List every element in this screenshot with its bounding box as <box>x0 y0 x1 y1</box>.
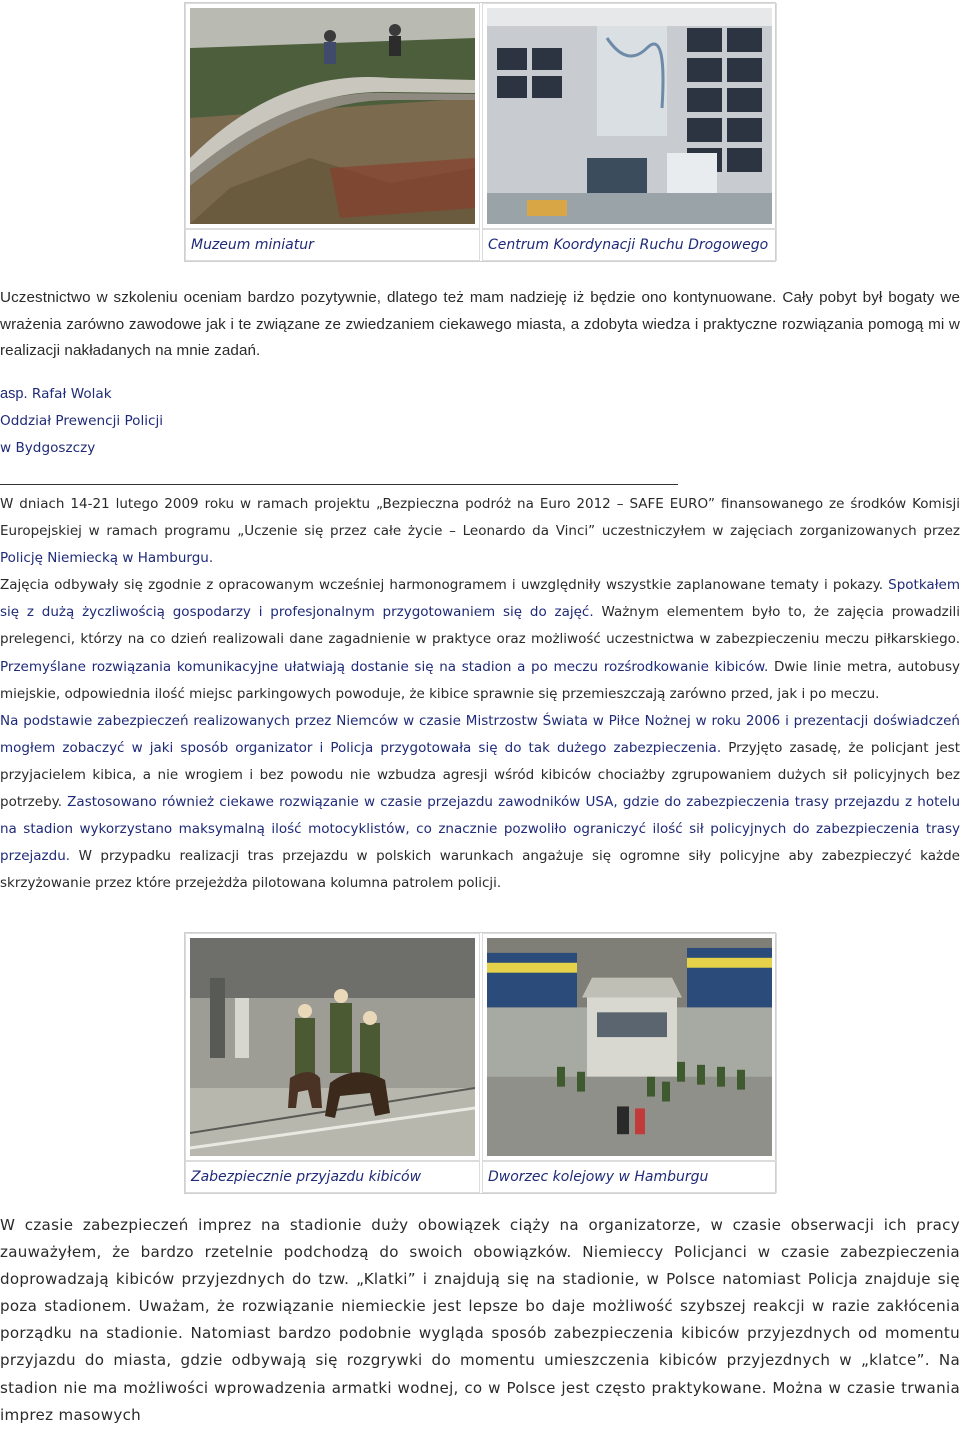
traffic-center-photo <box>487 8 772 224</box>
report-paragraph-2 <box>0 572 960 707</box>
caption-cell-left-bottom <box>185 1161 480 1193</box>
signature-city: w Bydgoszczy <box>0 440 96 456</box>
fans-arrival-photo <box>190 938 475 1156</box>
photo-table-top <box>184 2 776 262</box>
photo-cell-miniature-museum <box>185 3 480 229</box>
photo-table-bottom <box>184 932 776 1194</box>
signature-rank-name <box>0 386 112 402</box>
caption-cell-right <box>482 229 777 261</box>
report-p3-b: Przyjęto zasadę, że policjant jest przyjacielem kibica, a nie wrogiem i bez powodu nie wzbudza agresji wśród kibiców chociażby zgrupowaniem dużych sił policyjnych bez potrzeby. <box>0 739 960 811</box>
report-paragraph-1 <box>0 491 960 572</box>
railway-station-photo <box>487 938 772 1156</box>
report-paragraph-3 <box>0 708 960 898</box>
caption-cell-right-bottom <box>482 1161 777 1193</box>
photo-cell-railway-station <box>482 933 777 1161</box>
report-p2-a: Zajęcia odbywały się zgodnie z opracowanym wcześniej harmonogramem i uwzględniły wszystkie zaplanowane tematy i pokazy. <box>0 577 889 594</box>
closing-paragraph: W czasie zabezpieczeń imprez na stadionie duży obowiązek ciąży na organizatorze, w czasie obserwacji ich pracy zauważyłem, że bardzo rzetelnie podchodzą do swoich obowiązków. Niemieccy Policjanci w czasie zabezpieczenia doprowadzają kibiców przyjezdnych do tzw. „Klatki” i znajdują się na stadionie, w Polsce natomiast Policja znajduje się poza stadionem. Uważam, że rozwiązanie niemieckie jest lepsze bo daje możliwość szybszej reakcji w razie zakłócenia porządku na stadionie. Natomiast bardzo podobnie wygląda sposób zabezpieczenia kibiców przyjezdnych od momentu przyjazdu do miasta, gdzie odbywają się rozgrywki do momentu umieszczenia kibiców przyjezdnych w „klatce”. Na stadion nie ma możliwości wprowadzenia armatki wodnej, co w Polsce jest często praktykowane. Można w czasie trwania imprez masowych <box>0 1216 960 1424</box>
report-p1-text: W dniach 14-21 lutego 2009 roku w ramach projektu „Bezpieczna podróż na Euro 2012 – SAFE EURO” finansowanego ze środków Komisji Europejskiej w ramach programu „Uczenie się przez całe życie – Leonardo da Vinci” uczestniczyłem w zajęciach zorganizowanych przez <box>0 496 960 540</box>
caption-miniature-museum: Muzeum miniatur <box>191 237 314 253</box>
caption-railway-station: Dworzec kolejowy w Hamburgu <box>488 1169 709 1185</box>
report-p3-d: W przypadku realizacji tras przejazdu w polskich warunkach angażuje się ogromne siły policyjne aby zabezpieczyć każde skrzyżowanie przez które przejeżdża pilotowana kolumna patrolem policji. <box>0 848 960 892</box>
signature-unit: Oddział Prewencji Policji <box>0 413 164 429</box>
report-p2-d: Przemyślane rozwiązania komunikacyjne ułatwiają dostanie się na stadion a po meczu rozśrodkowanie kibiców. <box>0 658 774 675</box>
intro-paragraph: Uczestnictwo w szkoleniu oceniam bardzo pozytywnie, dlatego też mam nadzieję iż będzie ono kontynuowane. Cały pobyt był bogaty we wrażenia zarówno zawodowe jak i te związane ze zwiedzaniem ciekawego miasta, a zdobyta wiedza i praktyczne rozwiązania pomogą mi w realizacji nakładanych na mnie zadań. <box>0 289 960 359</box>
report-p1-end: Policję Niemiecką w Hamburgu. <box>0 550 214 567</box>
report-p2-b: Spotkałem się z dużą życzliwością gospodarzy i profesjonalnym przygotowaniem się do zajęć. <box>0 577 960 621</box>
section-separator <box>0 484 678 485</box>
report-p2-e: Dwie linie metra, autobusy miejskie, odpowiednia ilość miejsc parkingowych powoduje, że kibice sprawnie się przemieszczają zarówno przed, jak i po meczu. <box>0 658 960 702</box>
report-p3-a: Na podstawie zabezpieczeń realizowanych przez Niemców w czasie Mistrzostw Świata w Piłce Nożnej w roku 2006 i prezentacji doświadczeń mogłem zobaczyć w jaki sposób organizator i Policja przygotowała się do tak dużego zabezpieczenia. <box>0 712 960 756</box>
report-p3-c: Zastosowano również ciekawe rozwiązanie w czasie przejazdu zawodników USA, gdzie do zabezpieczenia trasy przejazdu z hotelu na stadion wykorzystano maksymalną ilość motocyklistów, co znacznie pozwoliło ograniczyć ilość sił policyjnych do zabezpieczenia trasy przejazdu. <box>0 794 960 865</box>
photo-cell-fans-arrival <box>185 933 480 1161</box>
photo-cell-traffic-center <box>482 3 777 229</box>
signature-name: Rafał Wolak <box>31 386 112 402</box>
miniature-museum-photo <box>190 8 475 224</box>
report-body <box>0 491 960 897</box>
report-p2-c: Ważnym elementem było to, że zajęcia prowadzili prelegenci, którzy na co dzień realizowali dane zagadnienie w praktyce oraz możliwość uczestnictwa w zabezpieczeniu meczu piłkarskiego. <box>0 604 960 648</box>
caption-cell-left <box>185 229 480 261</box>
caption-traffic-center: Centrum Koordynacji Ruchu Drogowego <box>488 237 769 253</box>
caption-fans-arrival: Zabezpiecznie przyjazdu kibiców <box>191 1169 422 1185</box>
signature-rank: asp. <box>0 386 28 402</box>
